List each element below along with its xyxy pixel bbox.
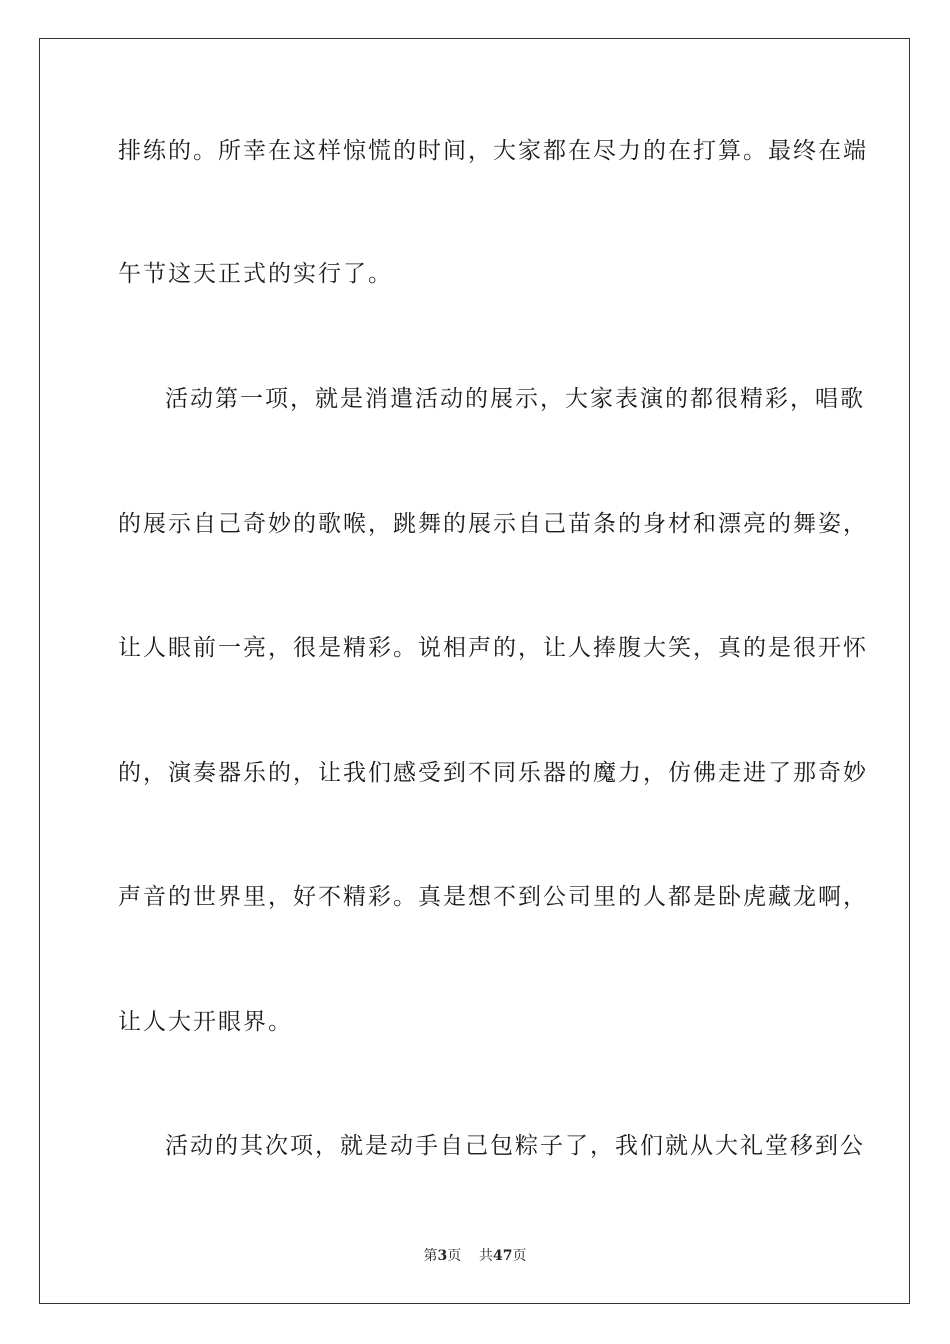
page-footer: [0, 1247, 950, 1265]
total-prefix: 共: [479, 1248, 494, 1264]
body-line: 让人大开眼界。: [118, 1009, 293, 1035]
body-line: 声音的世界里，好不精彩。真是想不到公司里的人都是卧虎藏龙啊，: [118, 884, 868, 910]
body-line: 的，演奏器乐的，让我们感受到不同乐器的魔力，仿佛走进了那奇妙: [118, 760, 868, 786]
body-line: 排练的。所幸在这样惊慌的时间，大家都在尽力的在打算。最终在端: [118, 138, 868, 164]
page-suffix: 页: [447, 1248, 462, 1264]
page-prefix: 第: [423, 1248, 438, 1264]
total-suffix: 页: [512, 1248, 527, 1264]
body-line: 的展示自己奇妙的歌喉，跳舞的展示自己苗条的身材和漂亮的舞姿，: [118, 511, 868, 537]
current-page-number: 3: [437, 1248, 448, 1264]
body-line: 午节这天正式的实行了。: [118, 261, 393, 287]
page-border: [39, 38, 910, 1304]
body-line: 让人眼前一亮，很是精彩。说相声的，让人捧腹大笑，真的是很开怀: [118, 635, 868, 661]
total-pages: 47: [493, 1248, 513, 1264]
paragraph-start-line: 活动第一项，就是消遣活动的展示，大家表演的都很精彩，唱歌: [165, 386, 865, 412]
paragraph-start-line: 活动的其次项，就是动手自己包粽子了，我们就从大礼堂移到公: [165, 1133, 865, 1159]
